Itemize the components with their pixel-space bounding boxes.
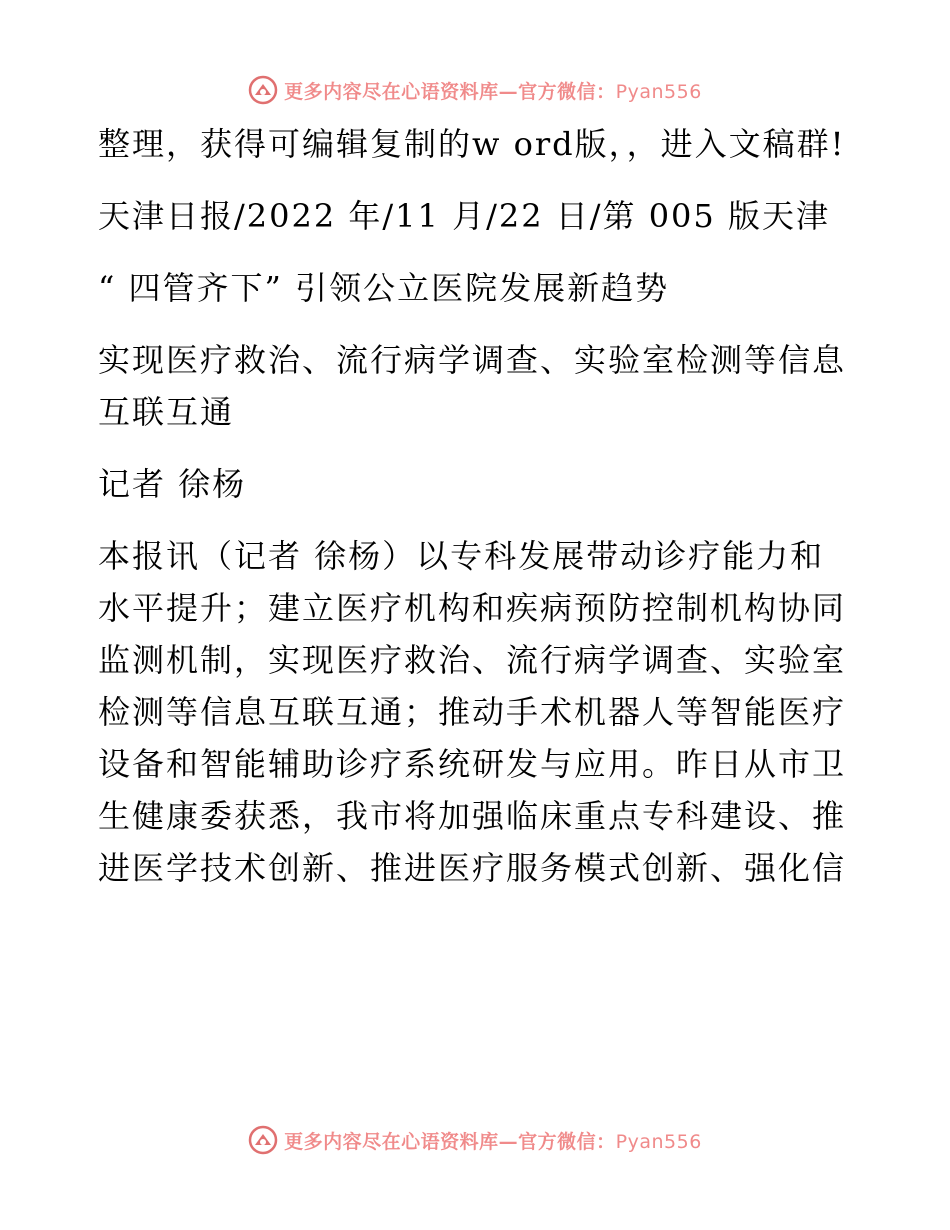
watermark-text [284,77,702,104]
document-body [98,118,850,894]
paragraph-intro: 整理，获得可编辑复制的w ord版，，进入文稿群! [98,125,846,163]
header-watermark [0,70,950,110]
watermark-text [284,1127,702,1154]
paragraph-source: 天津日报/2022 年/11 月/22 日/第 005 版天津 [98,197,830,235]
article-headline: “ 四管齐下” 引领公立医院发展新趋势 [98,269,670,307]
book-logo-icon [248,1125,278,1155]
watermark-wechat-id: Pyan556 [615,1130,702,1153]
watermark-cn-text: 更多内容尽在心语资料库—官方微信： [284,80,616,103]
article-body: 本报讯（记者 徐杨）以专科发展带动诊疗能力和水平提升；建立医疗机构和疾病预防控制机构协同监测机制，实现医疗救治、流行病学调查、实验室检测等信息互联互通；推动手术机器人等智能医疗设备和智能辅助诊疗系统研发与应用。昨日从市卫生健康委获悉，我市将加强临床重点专科建设、推进医学技术创新、推进医疗服务模式创新、强化信 [98,537,847,887]
article-subheadline: 实现医疗救治、流行病学调查、实验室检测等信息互联互通 [98,341,847,431]
footer-watermark [0,1120,950,1160]
book-logo-icon [248,75,278,105]
article-byline: 记者 徐杨 [98,465,247,503]
watermark-wechat-id: Pyan556 [615,80,702,103]
watermark-cn-text: 更多内容尽在心语资料库—官方微信： [284,1130,616,1153]
